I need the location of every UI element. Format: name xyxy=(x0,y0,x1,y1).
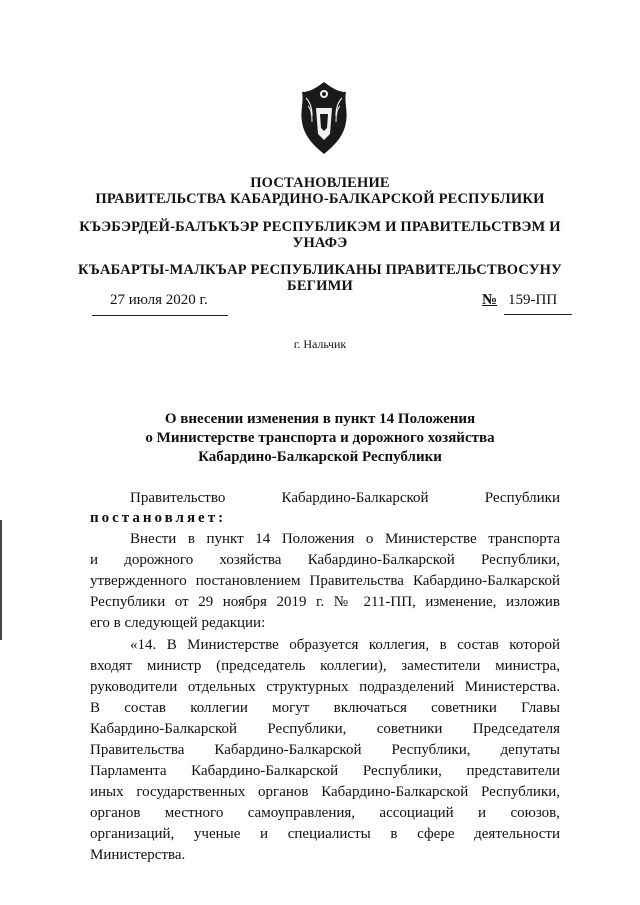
document-number: 159-ПП xyxy=(508,292,558,308)
paragraph-3-line-2: входят министр (председатель коллегии), заместители министра, xyxy=(90,658,560,674)
paragraph-3-line-11: Министерства. xyxy=(90,847,186,863)
p1-word-kbr: Кабардино-Балкарской xyxy=(281,490,429,506)
scan-edge-mark xyxy=(0,520,2,640)
gov-name-kabardian-line2: УНАФЭ xyxy=(292,235,348,251)
number-label: № xyxy=(482,292,498,308)
paragraph-3-line-5: Кабардино-Балкарской Республики, советники Председателя xyxy=(90,721,560,737)
p1-word-government: Правительство xyxy=(130,490,226,506)
gov-name-balkar-line2: БЕГИМИ xyxy=(287,278,353,294)
paragraph-3-line-3: руководители отдельных структурных подразделений Министерства. xyxy=(90,679,560,695)
paragraph-2-line-2: и дорожного хозяйства Кабардино-Балкарской Республики, xyxy=(90,552,560,568)
title-line-3: Кабардино-Балкарской Республики xyxy=(198,449,442,465)
title-line-2: о Министерстве транспорта и дорожного хозяйства xyxy=(145,430,495,446)
paragraph-2-line-4: Республики от 29 ноября 2019 г. № 211-ПП, изменение, изложив xyxy=(90,594,560,610)
p1-word-republic: Республики xyxy=(484,490,560,506)
gov-name-russian: ПРАВИТЕЛЬСТВА КАБАРДИНО-БАЛКАРСКОЙ РЕСПУБЛИКИ xyxy=(95,191,545,207)
title-line-1: О внесении изменения в пункт 14 Положения xyxy=(164,411,476,427)
document-date: 27 июля 2020 г. xyxy=(110,292,208,308)
paragraph-3-line-6: Правительства Кабардино-Балкарской Республики, депутаты xyxy=(90,742,560,758)
date-field xyxy=(92,290,228,316)
gov-name-kabardian-line1: КЪЭБЭРДЕЙ-БАЛЪКЪЭР РЕСПУБЛИКЭМ И ПРАВИТЕЛЬСТВЭМ И xyxy=(79,219,561,235)
paragraph-3-line-4: В состав коллегии могут включаться советники Главы xyxy=(90,700,560,716)
paragraph-2-line-1: Внести в пункт 14 Положения о Министерстве транспорта xyxy=(130,531,560,547)
paragraph-2-line-3: утвержденного постановлением Правительства Кабардино-Балкарской xyxy=(90,573,560,589)
number-field xyxy=(482,292,572,318)
paragraph-2-line-5: его в следующей редакции: xyxy=(90,615,266,631)
paragraph-3-line-1: «14. В Министерстве образуется коллегия, в состав которой xyxy=(130,637,560,653)
paragraph-1-line-1 xyxy=(130,488,560,510)
city: г. Нальчик xyxy=(293,337,347,351)
gov-name-balkar-line1: КЪАБАРТЫ-МАЛКЪАР РЕСПУБЛИКАНЫ ПРАВИТЕЛЬСТВОСУНУ xyxy=(78,262,562,278)
coat-of-arms-emblem xyxy=(294,78,354,158)
paragraph-3-line-10: организаций, ученые и специалисты в сфере деятельности xyxy=(90,826,560,842)
paragraph-1-resolves: постановляет: xyxy=(90,510,227,526)
doc-type: ПОСТАНОВЛЕНИЕ xyxy=(250,175,390,191)
paragraph-3-line-8: иных государственных органов Кабардино-Балкарской Республики, xyxy=(90,784,560,800)
eagle-emblem-icon xyxy=(294,78,354,158)
paragraph-3-line-7: Парламента Кабардино-Балкарской Республики, представители xyxy=(90,763,560,779)
paragraph-3-line-9: органов местного самоуправления, ассоциаций и союзов, xyxy=(90,805,560,821)
